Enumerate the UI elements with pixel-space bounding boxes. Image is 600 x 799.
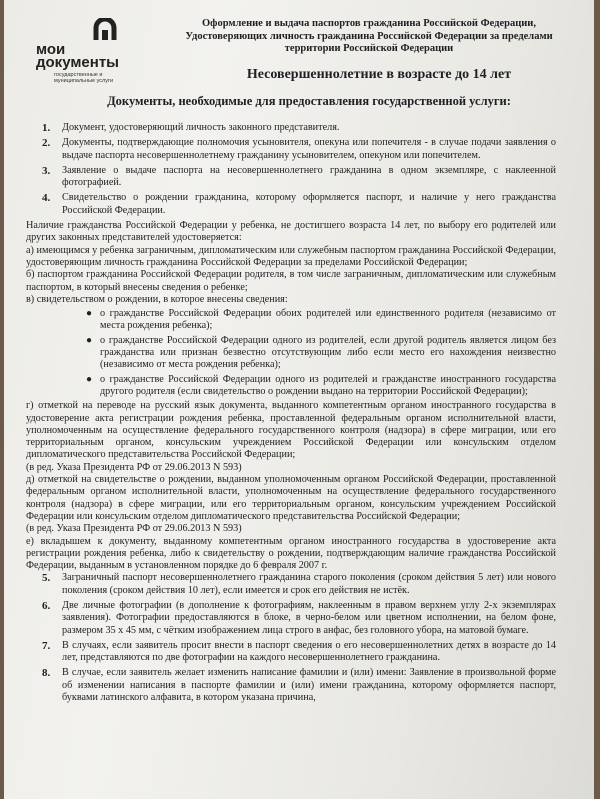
bullet-list: [26, 308, 556, 398]
item-number: 8.: [42, 667, 51, 680]
list-item: [26, 600, 556, 637]
documents-heading: Документы, необходимые для предоставления государственной услуги:: [107, 94, 511, 108]
logo-text-line1: мои: [36, 41, 66, 58]
list-item: [26, 667, 556, 704]
bullet-item: [26, 335, 556, 372]
item-text: Заграничный паспорт несовершеннолетнего гражданина старого поколения (сроком действия 5 лет) или нового поколения (сроком действия 10 лет), если имеется и срок его действия не истёк.: [62, 572, 556, 596]
item-text: Свидетельство о рождении гражданина, которому оформляется паспорт, и наличие у него гражданства Российской Федерации.: [62, 192, 556, 216]
document-page: [4, 0, 594, 799]
service-title: Оформление и выдача паспортов гражданина Российской Федерации, Удостоверяющих личность гражданина Российской Федерации за пределами территории Российской Федерации: [185, 18, 553, 54]
age-heading: Несовершеннолетние в возрасте до 14 лет: [246, 67, 512, 82]
item-text: Заявление о выдаче паспорта на несовершеннолетнего гражданина в одном экземпляре, с наклеенной фотографией.: [62, 164, 556, 189]
item-number: 4.: [42, 192, 51, 205]
item-number: 3.: [42, 164, 51, 177]
document-body: [26, 122, 556, 707]
paragraph-g: г) отметкой на переводе на русский язык документа, выданного компетентным органом иностранного государства в удостоверение акта регистрации рождения ребенка, проставленной федеральным органом исполнительной власти, уполномоченным на осуществление федерального государственного контроля (надзора) в сфере миграции, или его территориальным органом, консульским учреждением Российской Федерации или консульским отделом дипломатического представительства Российской Федерации;: [26, 400, 556, 461]
citizenship-intro: Наличие гражданства Российской Федерации у ребенка, не достигшего возраста 14 лет, по выбору его родителей или других законных представителей удостоверяется:: [26, 220, 556, 244]
list-item: [26, 122, 556, 134]
bullet-text: о гражданстве Российской Федерации обоих родителей или единственного родителя (независимо от места рождения ребенка);: [100, 308, 556, 332]
list-item: [26, 137, 556, 162]
paragraph-b: б) паспортом гражданина Российской Федерации родителя, в том числе заграничным, дипломатическим или служебным паспортом, в который внесены сведения о ребенке;: [26, 269, 556, 293]
bullet-icon: ●: [86, 373, 93, 385]
bullet-icon: ●: [86, 334, 93, 346]
list-item: [26, 572, 556, 597]
item-text: В случаях, если заявитель просит внести в паспорт сведения о его несовершеннолетних детях в возрасте до 14 лет, представляются по две фотографии на каждого несовершеннолетнего гражданина.: [62, 639, 556, 664]
edition-note-g: (в ред. Указа Президента РФ от 29.06.2013 N 593): [26, 461, 242, 473]
item-text: Документы, подтверждающие полномочия усыновителя, опекуна или попечителя - в случае подачи заявления о выдаче паспорта несовершеннолетнему гражданину усыновителем, опекуном или попечителем.: [62, 137, 556, 161]
list-item: [26, 165, 556, 190]
logo-text-line2: документы: [36, 54, 119, 71]
paragraph-d: д) отметкой на свидетельстве о рождении, выданном уполномоченным органом Российской Федерации, проставленной федеральным органом исполнительной власти, уполномоченным на осуществление федерального государственного контроля (надзора) в сфере миграции, или его территориальным органом, консульским учреждением Российской Федерации или консульским отделом дипломатического представительства Российской Федерации;: [26, 474, 556, 522]
item-text: Документ, удостоверяющий личность законного представителя.: [62, 122, 340, 133]
list-item: [26, 192, 556, 217]
item-number: 2.: [42, 137, 51, 150]
list-item: [26, 640, 556, 665]
item-text: Две личные фотографии (в дополнение к фотографиям, наклеенным в правом верхнем углу 2-х экземплярах заявления). Фотографии предоставляются в блоке, в черно-белом или цветном исполнении, на белом фоне, размером 35 х 45 мм, с чётким изображением лица строго в анфас, без головного убора, на матовой бумаге.: [62, 599, 556, 636]
paragraph-v: в) свидетельством о рождении, в которое внесены сведения:: [26, 293, 288, 305]
logo-subtitle: государственные и муниципальные услуги: [54, 72, 114, 84]
item-number: 1.: [42, 122, 51, 134]
bullet-text: о гражданстве Российской Федерации одного из родителей и гражданстве иностранного государства другого родителя (если свидетельство о рождении выдано на территории Российской Федерации);: [100, 373, 556, 397]
item-number: 5.: [42, 572, 51, 585]
edition-note-d: (в ред. Указа Президента РФ от 29.06.2013 N 593): [26, 523, 242, 535]
bullet-icon: ●: [86, 308, 93, 320]
bullet-item: [26, 308, 556, 333]
item-text: В случае, если заявитель желает изменить написание фамилии и (или) имени: Заявление в произвольной форме об изменении написания в паспорте фамилии и (или) имени гражданина, которому оформляется паспорт, буквами латинского алфавита, в котором указана причина,: [62, 667, 556, 704]
paragraph-e: е) вкладышем к документу, выданному компетентным органом иностранного государства в удостоверение акта регистрации рождения ребенка, либо к свидетельству о рождении, подтверждающим наличие гражданства Российской Федерации, выданным в установленном порядке до 6 февраля 2007 г.: [26, 535, 556, 572]
paragraph-a: а) имеющимся у ребенка заграничным, дипломатическим или служебным паспортом гражданина Российской Федерации, удостоверяющим личность гражданина Российской Федерации за пределами Российской Федерации;: [26, 244, 556, 268]
logo-icon: [92, 18, 118, 44]
bullet-item: [26, 374, 556, 399]
bullet-text: о гражданстве Российской Федерации одного из родителей, если другой родитель является лицом без гражданства или признан безвестно отсутствующим либо если место его нахождения неизвестно (независимо от места рождения ребенка);: [100, 334, 556, 371]
item-number: 6.: [42, 599, 51, 612]
item-number: 7.: [42, 639, 51, 652]
